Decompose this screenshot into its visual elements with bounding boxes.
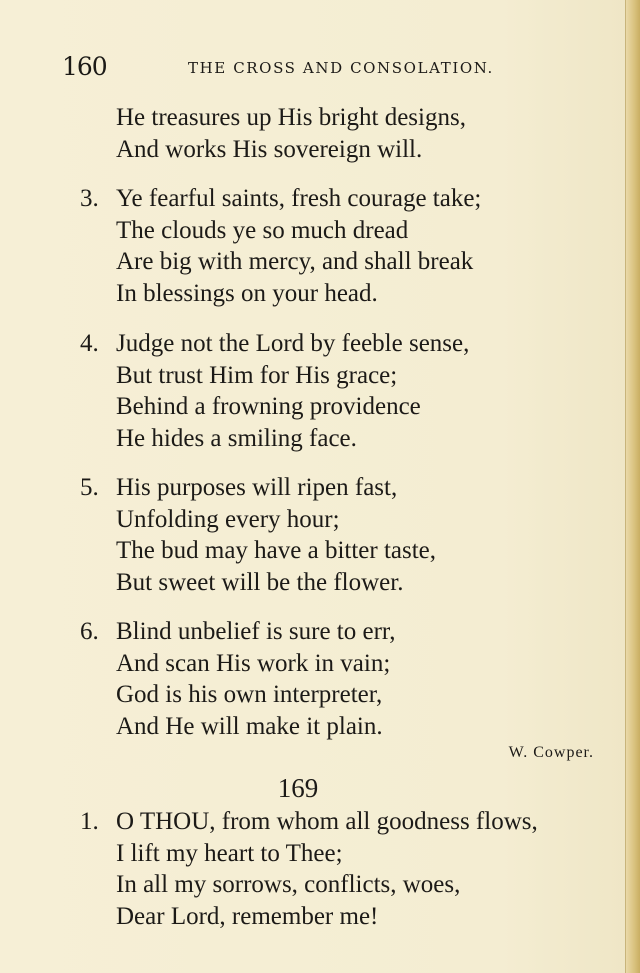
- verse-line: His purposes will ripen fast,: [116, 474, 398, 501]
- stanza-number: 1.: [80, 808, 99, 835]
- hymn-169-stanza-1: [80, 806, 580, 932]
- verse-line: He treasures up His bright designs,: [116, 104, 466, 131]
- verse-line: And scan His work in vain;: [116, 649, 391, 677]
- page-number: 160: [62, 52, 107, 81]
- verse-line: Dear Lord, remember me!: [116, 902, 379, 930]
- verse-line: The clouds ye so much dread: [116, 216, 409, 244]
- hymn-number: 169: [277, 773, 319, 803]
- verse-line: Behind a frowning providence: [116, 393, 421, 420]
- verse-line: Judge not the Lord by feeble sense,: [116, 330, 470, 357]
- verse-line: Blind unbelief is sure to err,: [116, 618, 396, 645]
- verse-line: In all my sorrows, conflicts, woes,: [116, 871, 461, 898]
- verse-line: But sweet will be the flower.: [116, 568, 404, 596]
- running-head: THE CROSS AND CONSOLATION.: [188, 59, 494, 77]
- verse-line: Are big with mercy, and shall break: [116, 248, 474, 275]
- verse-line: And works His sovereign will.: [116, 135, 423, 163]
- verse-line: God is his own interpreter,: [116, 681, 383, 708]
- verse-line: In blessings on your head.: [116, 279, 378, 307]
- stanza-continued: [80, 102, 580, 165]
- page-edge: [625, 0, 640, 973]
- stanza-5: [80, 472, 580, 598]
- stanza-4: [80, 328, 580, 454]
- verse-line: Unfolding every hour;: [116, 505, 340, 533]
- verse-line: O THOU, from whom all goodness flows,: [116, 808, 538, 835]
- verse-line: He hides a smiling face.: [116, 424, 357, 452]
- stanza-number: 6.: [80, 618, 99, 645]
- verse-line: And He will make it plain.: [116, 712, 383, 740]
- stanza-number: 5.: [80, 474, 99, 501]
- verse-line: Ye fearful saints, fresh courage take;: [116, 185, 482, 212]
- verse-line: The bud may have a bitter taste,: [116, 537, 437, 564]
- author-attribution: W. Cowper.: [508, 744, 594, 761]
- stanza-3: [80, 183, 580, 309]
- stanza-6: [80, 616, 580, 742]
- verse-line: But trust Him for His grace;: [116, 361, 398, 389]
- verse-line: I lift my heart to Thee;: [116, 839, 343, 867]
- page-header: [62, 52, 536, 82]
- stanza-number: 4.: [80, 330, 99, 357]
- stanza-number: 3.: [80, 185, 99, 212]
